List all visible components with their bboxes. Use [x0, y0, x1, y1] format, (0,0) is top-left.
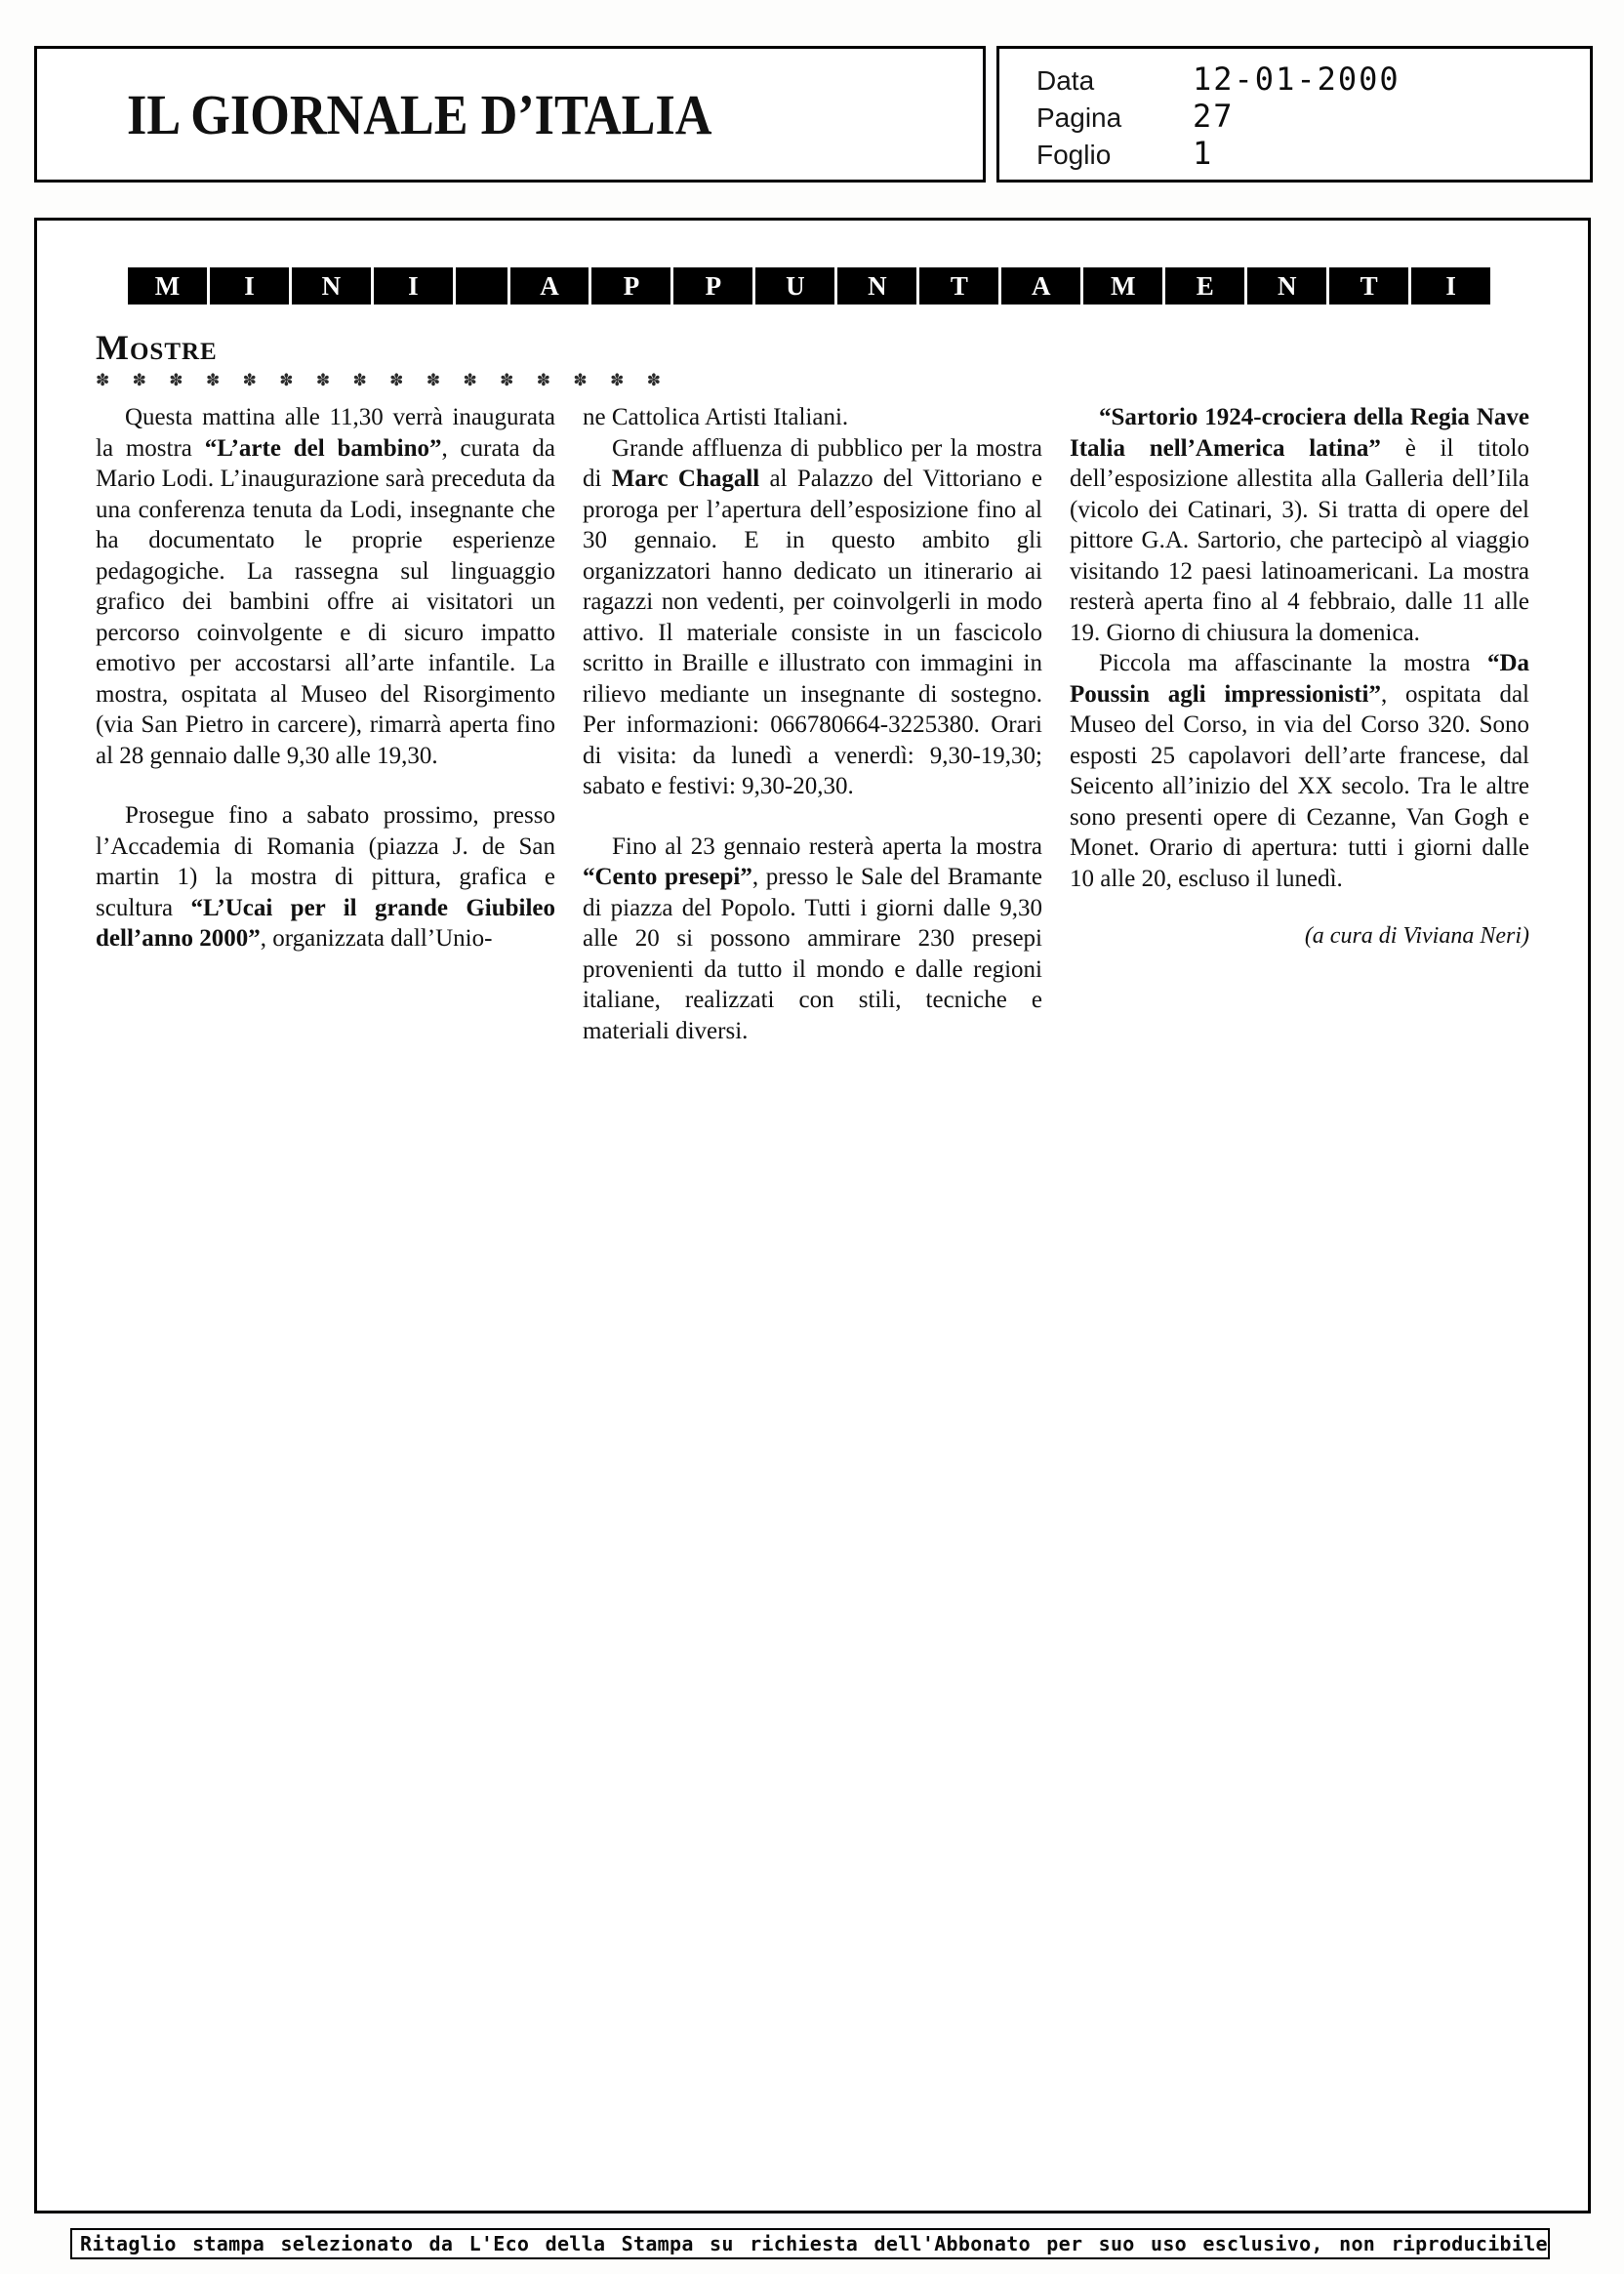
meta-label-data: Data: [1036, 65, 1095, 96]
article-box: [34, 218, 1591, 2213]
banner-letter: P: [673, 267, 752, 305]
article-column-3: [1070, 402, 1529, 1046]
article-paragraph: “Sartorio 1924-crociera della Regia Nave Italia nell’America latina” è il titolo dell’esposizione allestita alla Galleria dell’Iila (vicolo dei Catinari, 3). Si tratta di opere del pittore G.A. Sartorio, che partecipò al viaggio visitando 12 paesi latinoamericani. La mostra resterà aperta fino al 4 febbraio, dalle 11 alle 19. Giorno di chiusura la domenica.: [1070, 404, 1529, 646]
banner-letter: A: [510, 267, 589, 305]
section-heading-mostre: Mostre: [96, 328, 218, 367]
article-paragraph: Fino al 23 gennaio resterà aperta la mostra “Cento presepi”, presso le Sale del Bramante di piazza del Popolo. Tutti i giorni dalle 9,30 alle 20 si possono ammirare 230 presepi provenienti da tutto il mondo e dalle regioni italiane, realizzati con stili, tecniche e materiali diversi.: [583, 832, 1042, 1044]
meta-value-data: 12-01-2000: [1193, 61, 1401, 98]
banner-letter: T: [1329, 267, 1408, 305]
banner-word-gap: [456, 267, 508, 305]
banner-letter: N: [292, 267, 371, 305]
article-box-content: [37, 267, 1588, 1046]
ornament-row: ✽ ✽ ✽ ✽ ✽ ✽ ✽ ✽ ✽ ✽ ✽ ✽ ✽ ✽ ✽ ✽: [96, 371, 670, 390]
meta-value-pagina: 27: [1193, 98, 1235, 135]
meta-label-pagina: Pagina: [1036, 102, 1122, 133]
banner-letter: M: [128, 267, 207, 305]
meta-value-foglio: 1: [1193, 135, 1214, 172]
clipping-meta-box: [996, 46, 1593, 183]
banner-letter: I: [374, 267, 453, 305]
footer-disclaimer-text: Ritaglio stampa selezionato da L'Eco della Stampa su richiesta dell'Abbonato per suo uso esclusivo, non riproducibile: [80, 2232, 1548, 2255]
article-columns: [96, 402, 1529, 1046]
mini-appuntamenti-banner: [128, 267, 1490, 305]
banner-letter: M: [1083, 267, 1162, 305]
article-paragraph: Prosegue fino a sabato prossimo, presso l’Accademia di Romania (piazza J. de San martin 1) la mostra di pittura, grafica e scultura “L’Ucai per il grande Giubileo dell’anno 2000”, organizzata dall’Unio-: [96, 802, 556, 952]
banner-letter: N: [837, 267, 916, 305]
article-paragraph: Grande affluenza di pubblico per la mostra di Marc Chagall al Palazzo del Vittoriano e proroga per l’apertura dell’esposizione fino al 30 gennaio. E in questo ambito gli organizzatori hanno dedicato un itinerario ai ragazzi non vedenti, per coinvolgerli in modo attivo. Il materiale consiste in un fascicolo scritto in Braille e illustrato con immagini in rilievo mediante un insegnante di sostegno. Per informazioni: 066780664-3225380. Orari di visita: da lunedì a venerdì: 9,30-19,30; sabato e festivi: 9,30-20,30.: [583, 434, 1042, 799]
banner-letter: U: [755, 267, 834, 305]
article-byline: (a cura di Viviana Neri): [1304, 923, 1529, 949]
article-column-2: [583, 402, 1042, 1046]
article-column-1: [96, 402, 555, 1046]
article-paragraph: Questa mattina alle 11,30 verrà inaugurata la mostra “L’arte del bambino”, curata da Mario Lodi. L’inaugurazione sarà preceduta da una conferenza tenuta da Lodi, insegnante che ha documentato le proprie esperienze pedagogiche. La rassegna sul linguaggio grafico dei bambini offre ai visitatori un percorso coinvolgente e di sicuro impatto emotivo per accostarsi all’arte infantile. La mostra, ospitata al Museo del Risorgimento (via San Pietro in carcere), rimarrà aperta fino al 28 gennaio dalle 9,30 alle 19,30.: [96, 404, 555, 769]
banner-letter: I: [210, 267, 289, 305]
footer-strip: [70, 2228, 1550, 2259]
masthead-box: [34, 46, 986, 183]
newspaper-title: IL GIORNALE D’ITALIA: [127, 82, 712, 146]
meta-row-foglio: [1036, 135, 1580, 172]
banner-letter: I: [1411, 267, 1490, 305]
article-paragraph: Piccola ma affascinante la mostra “Da Poussin agli impressionisti”, ospitata dal Museo del Corso, in via del Corso 320. Sono esposti 25 capolavori dell’arte francese, dal Seicento all’inizio del XX secolo. Tra le altre sono presenti opere di Cezanne, Van Gogh e Monet. Orario di apertura: tutti i giorni dalle 10 alle 20, escluso il lunedì.: [1070, 650, 1529, 892]
banner-letter: N: [1247, 267, 1326, 305]
banner-letter: T: [919, 267, 998, 305]
meta-label-foglio: Foglio: [1036, 140, 1112, 170]
meta-row-pagina: [1036, 98, 1580, 135]
meta-row-data: [1036, 61, 1580, 98]
article-paragraph: ne Cattolica Artisti Italiani.: [583, 404, 849, 430]
banner-letter: A: [1001, 267, 1080, 305]
banner-letter: E: [1165, 267, 1244, 305]
banner-letter: P: [591, 267, 670, 305]
